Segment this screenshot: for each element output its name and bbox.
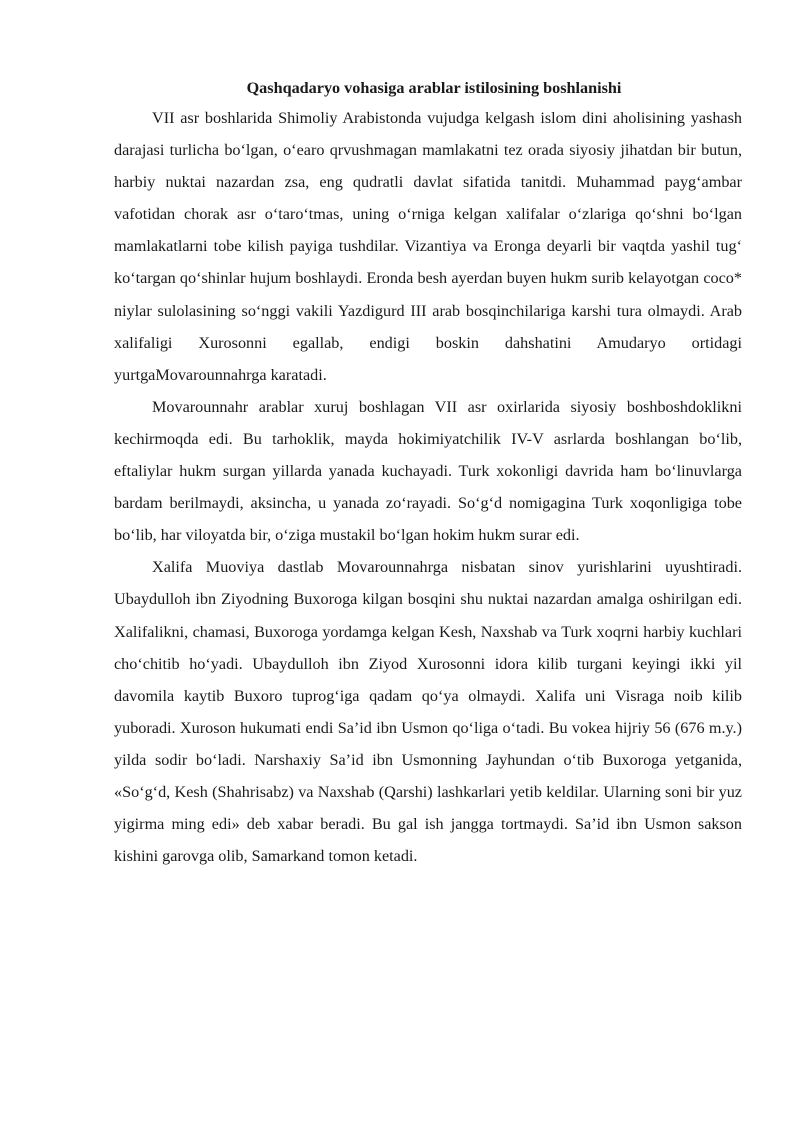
paragraph-1: VII asr boshlarida Shimoliy Arabistonda vujudga kelgash islom dini aholisining yashash darajasi turlicha bo‘lgan, o‘earo qrvushmagan mamlakatni tez orada siyosiy jihatdan bir butun, harbiy nuktai nazardan zsa, eng qudratli davlat sifatida tanitdi. Muhammad payg‘ambar vafotidan chorak asr o‘taro‘tmas, uning o‘rniga kelgan xalifalar o‘zlariga qo‘shni bo‘lgan mamlakatlarni tobe kilish payiga tushdilar. Vizantiya va Eronga deyarli bir vaqtda yashil tug‘ ko‘targan qo‘shinlar hujum boshlaydi. Eronda besh ayerdan buyen hukm surib kelayotgan coco* niylar sulolasining so‘nggi vakili Yazdigurd III arab bosqinchilariga karshi tura olmaydi. Arab xalifaligi Xurosonni egallab, endigi boskin dahshatini Amudaryo ortidagi yurtgaMovarounnahrga karatadi.: [114, 109, 742, 384]
paragraph-2: Movarounnahr arablar xuruj boshlagan VII asr oxirlarida siyosiy boshboshdoklikni kechirmoqda edi. Bu tarhoklik, mayda hokimiyatchilik IV-V asrlarda boshlangan bo‘lib, eftaliylar hukm surgan yillarda yanada kuchayadi. Turk xokonligi davrida ham bo‘linuvlarga bardam berilmaydi, aksincha, u yanada zo‘rayadi. So‘g‘d nomigagina Turk xoqonligiga tobe bo‘lib, har viloyatda bir, o‘ziga mustakil bo‘lgan hokim hukm surar edi.: [114, 397, 742, 545]
paragraph-3: Xalifa Muoviya dastlab Movarounnahrga nisbatan sinov yurishlarini uyushtiradi. Ubaydulloh ibn Ziyodning Buxoroga kilgan bosqini shu nuktai nazardan amalga oshirilgan edi. Xalifalikni, chamasi, Buxoroga yordamga kelgan Kesh, Naxshab va Turk xoqrni harbiy kuchlari cho‘chitib ho‘yadi. Ubaydulloh ibn Ziyod Xurosonni idora kilib turgani keyingi ikki yil davomila kaytib Buxoro tuprog‘iga qadam qo‘ya olmaydi. Xalifa uni Visraga noib kilib yuboradi. Xuroson hukumati endi Sa’id ibn Usmon qo‘liga o‘tadi. Bu vokea hijriy 56 (676 m.y.) yilda sodir bo‘ladi. Narshaxiy Sa’id ibn Usmonning Jayhundan o‘tib Buxoroga yetganida, «So‘g‘d, Kesh (Shahrisabz) va Naxshab (Qarshi) lashkarlari yetib keldilar. Ularning soni bir yuz yigirma ming edi» deb xabar beradi. Bu gal ish jangga tortmaydi. Sa’id ibn Usmon sakson kishini garovga olib, Samarkand tomon ketadi.: [114, 558, 742, 866]
document-body: [114, 74, 742, 872]
document-title: Qashqadaryo vohasiga arablar istilosining boshlanishi: [246, 79, 622, 97]
